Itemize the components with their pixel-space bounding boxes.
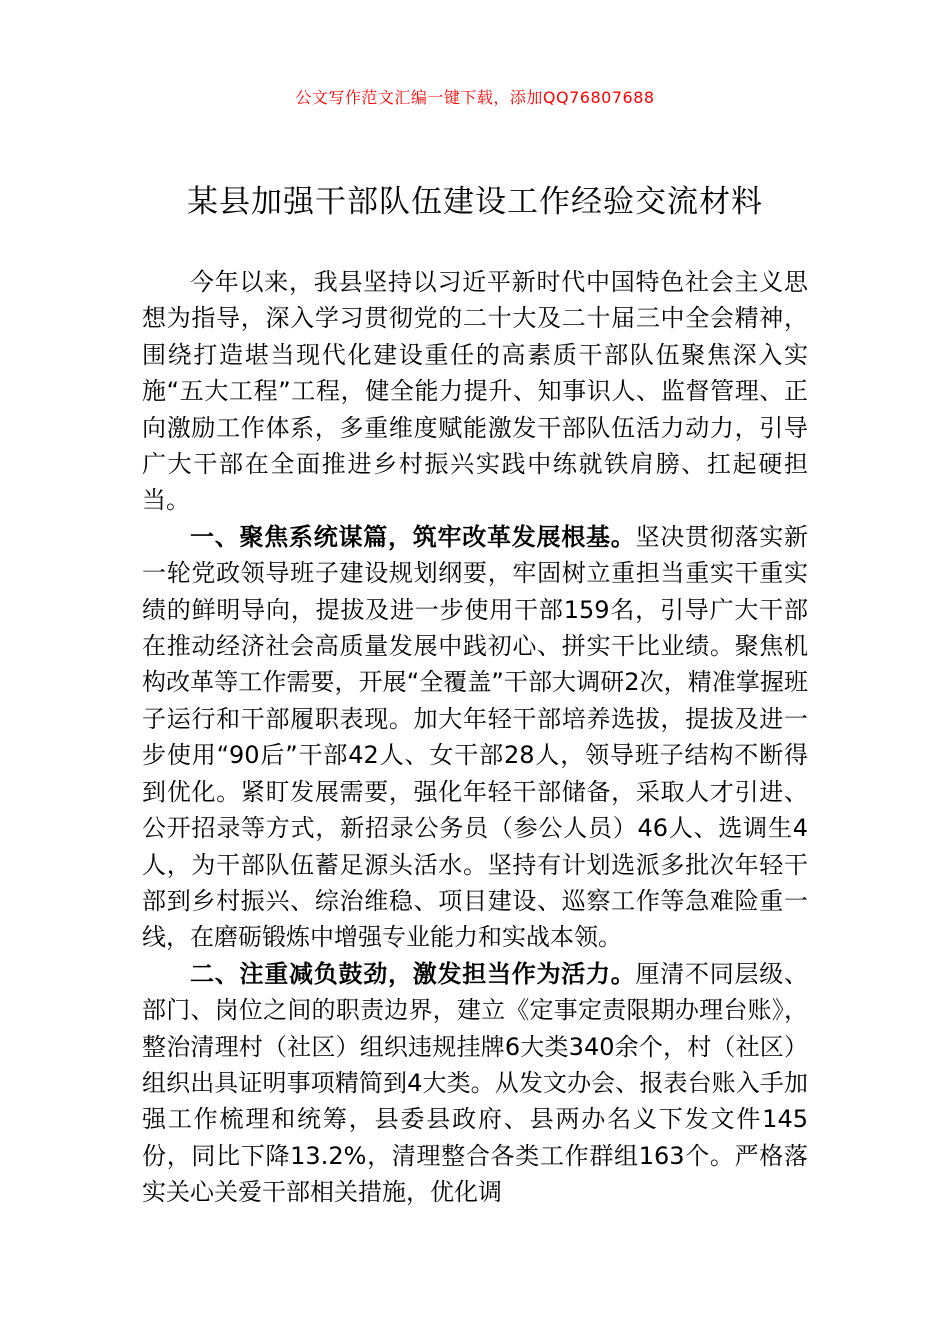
section-paragraph-1: [142, 519, 808, 956]
section-2-text: 厘清不同层级、部门、岗位之间的职责边界，建立《定事定责限期办理台账》，整治清理村（社区）组织违规挂牌6大类340余个，村（社区）组织出具证明事项精简到4大类。从发文办会、报表台账入手加强工作梳理和统筹，县委县政府、县两办名义下发文件145份，同比下降13.2%，清理整合各类工作群组163个。严格落实关心关爱干部相关措施，优化调: [142, 959, 808, 1207]
section-2-heading: 二、注重减负鼓劲，激发担当作为活力。: [190, 959, 636, 988]
document-body: [142, 264, 808, 1211]
download-banner: 公文写作范文汇编一键下载，添加QQ76807688: [295, 88, 655, 107]
section-1-text: 坚决贯彻落实新一轮党政领导班子建设规划纲要，牢固树立重担当重实干重实绩的鲜明导向，提拔及进一步使用干部159名，引导广大干部在推动经济社会高质量发展中践初心、拼实干比业绩。聚焦机构改革等工作需要，开展“全覆盖”干部大调研2次，精准掌握班子运行和干部履职表现。加大年轻干部培养选拔，提拔及进一步使用“90后”干部42人、女干部28人，领导班子结构不断得到优化。紧盯发展需要，强化年轻干部储备，采取人才引进、公开招录等方式，新招录公务员（参公人员）46人、选调生4人，为干部队伍蓄足源头活水。坚持有计划选派多批次年轻干部到乡村振兴、综治维稳、项目建设、巡察工作等急难险重一线，在磨砺锻炼中增强专业能力和实战本领。: [142, 522, 808, 952]
section-1-heading: 一、聚焦系统谋篇，筑牢改革发展根基。: [190, 522, 636, 551]
document-title: 某县加强干部队伍建设工作经验交流材料: [187, 184, 763, 220]
intro-paragraph: 今年以来，我县坚持以习近平新时代中国特色社会主义思想为指导，深入学习贯彻党的二十大及二十届三中全会精神，围绕打造堪当现代化建设重任的高素质干部队伍聚焦深入实施“五大工程”工程，健全能力提升、知事识人、监督管理、正向激励工作体系，多重维度赋能激发干部队伍活力动力，引导广大干部在全面推进乡村振兴实践中练就铁肩膀、扛起硬担当。: [142, 268, 808, 515]
section-paragraph-2: [142, 956, 808, 1211]
